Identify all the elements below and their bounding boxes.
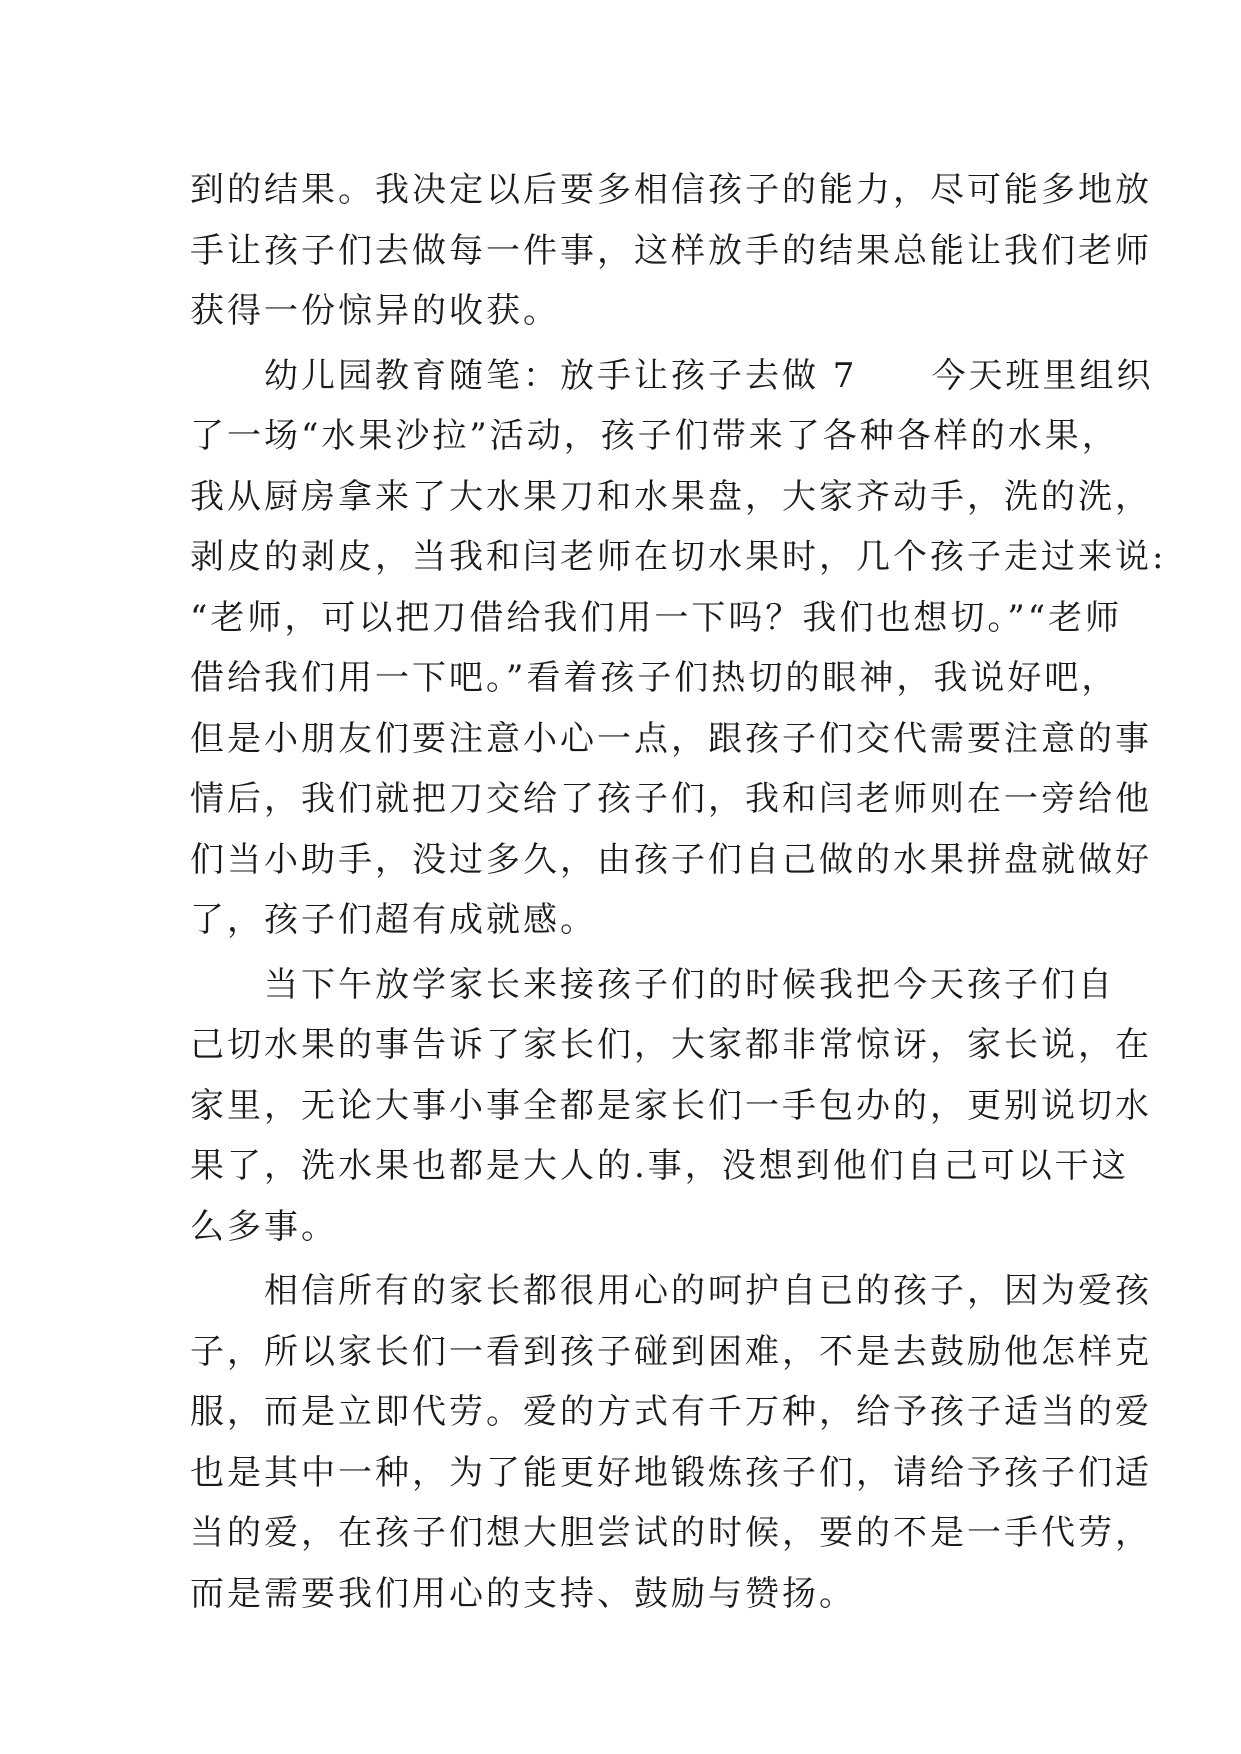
text-line: 当的爱，在孩子们想大胆尝试的时候，要的不是一手代劳， [190, 1513, 1152, 1553]
text-line: 服，而是立即代劳。爱的方式有千万种，给予孩子适当的爱 [190, 1392, 1152, 1432]
text-line: 们当小助手，没过多久，由孩子们自己做的水果拼盘就做好 [190, 839, 1152, 880]
text-line: 获得一份惊异的收获。 [190, 291, 560, 331]
text-line: 手让孩子们去做每一件事，这样放手的结果总能让我们老师 [190, 230, 1152, 271]
text-line: 到的结果。我决定以后要多相信孩子的能力，尽可能多地放 [190, 170, 1152, 210]
paragraph-2 [190, 346, 1167, 951]
text-line: 而是需要我们用心的支持、鼓励与赞扬。 [190, 1573, 856, 1614]
text-line: 家里，无论大事小事全都是家长们一手包办的，更别说切水 [190, 1085, 1152, 1126]
text-line: 么多事。 [190, 1206, 338, 1247]
text-line: 果了，洗水果也都是大人的.事，没想到他们自己可以干这 [190, 1146, 1129, 1186]
text-line: 子，所以家长们一看到孩子碰到困难，不是去鼓励他怎样克 [190, 1331, 1152, 1372]
paragraph-3 [190, 955, 1152, 1258]
text-line: 了，孩子们超有成就感。 [190, 900, 597, 940]
text-line: 己切水果的事告诉了家长们，大家都非常惊讶，家长说，在 [190, 1025, 1152, 1065]
text-line: 借给我们用一下吧。”看着孩子们热切的眼神，我说好吧， [190, 658, 1119, 698]
text-line: 幼儿园教育随笔：放手让孩子去做 7 今天班里组织 [190, 355, 1154, 396]
text-line: “老师，可以把刀借给我们用一下吗？我们也想切。”“老师 [190, 597, 1123, 638]
text-line: 剥皮的剥皮，当我和闫老师在切水果时，几个孩子走过来说: [190, 537, 1167, 577]
text-line: 了一场“水果沙拉”活动，孩子们带来了各种各样的水果， [190, 416, 1119, 456]
text-line: 也是其中一种，为了能更好地锻炼孩子们，请给予孩子们适 [190, 1452, 1152, 1493]
paragraph-4 [190, 1261, 1152, 1624]
text-line: 相信所有的家长都很用心的呵护自已的孩子，因为爱孩 [190, 1271, 1152, 1311]
text-line: 我从厨房拿来了大水果刀和水果盘，大家齐动手，洗的洗， [190, 476, 1152, 517]
text-line: 情后，我们就把刀交给了孩子们，我和闫老师则在一旁给他 [190, 779, 1152, 819]
text-line: 但是小朋友们要注意小心一点，跟孩子们交代需要注意的事 [190, 718, 1152, 759]
text-line: 当下午放学家长来接孩子们的时候我把今天孩子们自 [190, 964, 1115, 1005]
document-body [190, 160, 1167, 1624]
paragraph-1 [190, 160, 1152, 342]
